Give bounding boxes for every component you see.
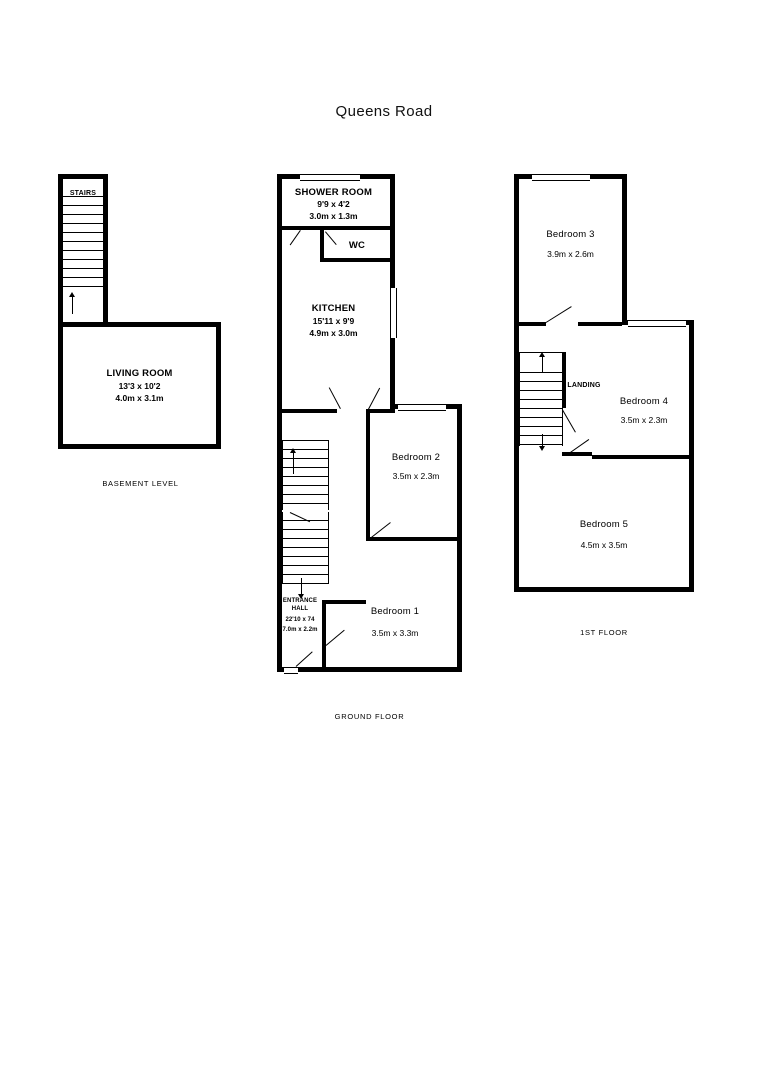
label-living-room-metric: 4.0m x 3.1m — [115, 393, 164, 403]
label-entrance-hall-metric: 7.0m x 2.2m — [282, 627, 318, 633]
first-stair-tread — [520, 426, 562, 427]
first-wall-right-lower — [689, 320, 694, 592]
label-kitchen-metric: 4.9m x 3.0m — [309, 328, 358, 338]
first-wall-bedroom4-bottom — [592, 455, 689, 459]
first-stair-tread — [520, 372, 562, 373]
first-stair-tread — [520, 399, 562, 400]
first-stair-tread — [520, 444, 562, 445]
label-bedroom4-metric: 3.5m x 2.3m — [620, 415, 668, 425]
first-wall-bedroom3-bottom-left — [514, 322, 546, 326]
label-entrance-hall-imperial: 22'10 x 74 — [285, 617, 315, 623]
first-wall-bottom — [514, 587, 694, 592]
label-bedroom2-metric: 3.5m x 2.3m — [392, 471, 440, 481]
first-wall-bedroom4-left — [562, 352, 566, 408]
first-stair-tread — [520, 408, 562, 409]
label-stairs: STAIRS — [69, 190, 97, 197]
label-kitchen-imperial: 15'11 x 9'9 — [312, 316, 355, 326]
label-bedroom1: Bedroom 1 — [370, 606, 420, 617]
first-stair-arrow-head-2 — [539, 446, 545, 451]
first-door-bedroom3 — [546, 306, 572, 323]
ground-window-entrance — [284, 667, 298, 674]
label-shower-room-imperial: 9'9 x 4'2 — [317, 199, 350, 209]
label-bedroom2: Bedroom 2 — [391, 452, 441, 463]
label-shower-room: SHOWER ROOM — [294, 187, 373, 198]
caption-basement: BASEMENT LEVEL — [102, 479, 179, 488]
page-title: Queens Road — [335, 103, 433, 120]
label-wc: WC — [348, 240, 366, 251]
label-bedroom4: Bedroom 4 — [619, 396, 669, 407]
label-landing: LANDING — [567, 382, 601, 389]
label-bedroom1-metric: 3.5m x 3.3m — [371, 628, 419, 638]
first-wall-bedroom3-bottom-right — [578, 322, 622, 326]
label-living-room: LIVING ROOM — [106, 368, 173, 379]
caption-ground-floor: GROUND FLOOR — [334, 712, 405, 721]
ground-wall-bottom — [277, 667, 462, 672]
first-stair-arrow-line — [542, 356, 543, 372]
label-bedroom3: Bedroom 3 — [546, 229, 595, 240]
label-living-room-imperial: 13'3 x 10'2 — [118, 381, 161, 391]
first-window-bedroom3 — [532, 174, 590, 181]
first-stair-tread — [520, 435, 562, 436]
first-door-landing — [562, 410, 576, 433]
label-bedroom3-metric: 3.9m x 2.6m — [547, 249, 594, 259]
label-bedroom5-metric: 4.5m x 3.5m — [580, 540, 628, 550]
caption-first-floor: 1ST FLOOR — [580, 628, 628, 637]
label-bedroom5: Bedroom 5 — [579, 519, 629, 530]
label-shower-room-metric: 3.0m x 1.3m — [309, 211, 358, 221]
label-kitchen: KITCHEN — [311, 303, 356, 314]
label-entrance-hall-line2: HALL — [291, 606, 309, 612]
first-window-bedroom4 — [628, 320, 686, 327]
label-entrance-hall-line1: ENTRANCE — [282, 598, 318, 604]
first-stair-arrow-head — [539, 352, 545, 357]
first-stair-tread — [520, 417, 562, 418]
